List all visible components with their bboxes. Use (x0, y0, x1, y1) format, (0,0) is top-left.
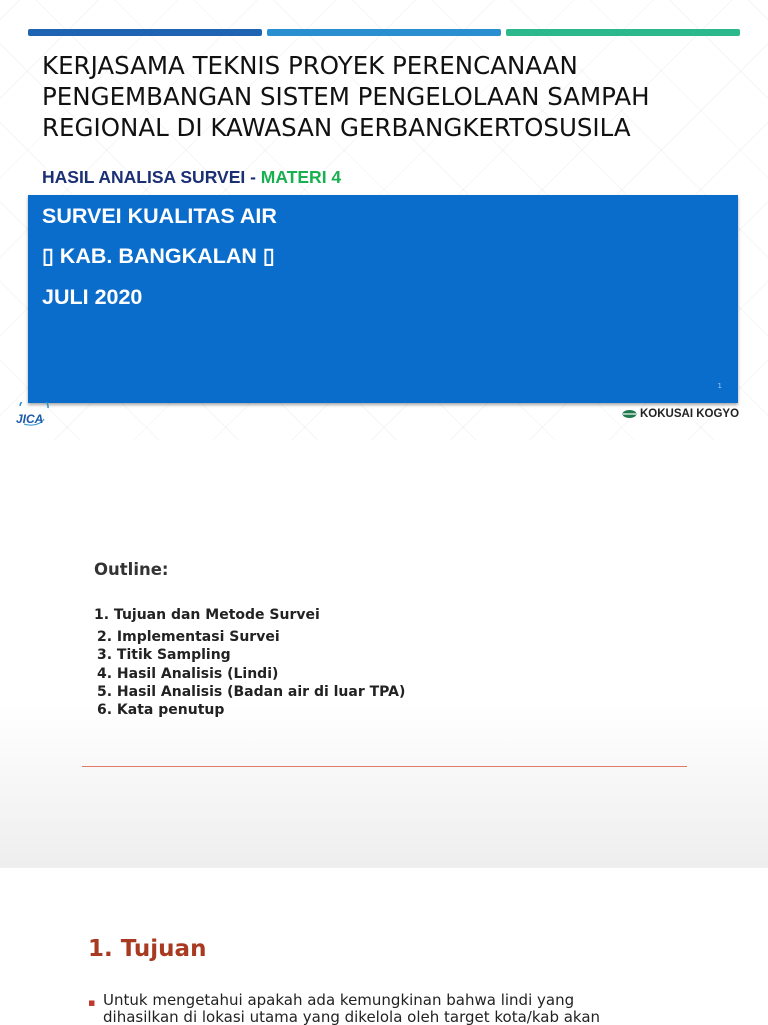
outline-item-1: 1. Tujuan dan Metode Survei (94, 607, 320, 623)
outline-item-4: 4. Hasil Analisis (Lindi) (97, 665, 279, 682)
slide-title (0, 0, 768, 440)
top-accent-bar-3 (506, 29, 740, 36)
divider-line (82, 766, 687, 767)
kokusai-leaf-icon (622, 409, 637, 419)
project-title-line-3: REGIONAL DI KAWASAN GERBANGKERTOSUSILA (42, 113, 631, 142)
title-box-line-2: ▯ KAB. BANGKALAN ▯ (42, 244, 275, 268)
section-subtitle (42, 167, 341, 188)
tujuan-bullet-text (103, 992, 663, 1025)
tujuan-bullet-line-1: Untuk mengetahui apakah ada kemungkinan bahwa lindi yang (103, 991, 575, 1009)
kokusai-kogyo-logo (622, 408, 739, 420)
subtitle-prefix: HASIL ANALISA SURVEI - (42, 167, 261, 187)
tujuan-bullet-line-2: dihasilkan di lokasi utama yang dikelola oleh target kota/kab akan (103, 1008, 601, 1025)
bullet-icon: ▪ (88, 996, 96, 1009)
kokusai-kogyo-text: KOKUSAI KOGYO (640, 408, 740, 420)
tujuan-heading: 1. Tujuan (88, 936, 207, 962)
jica-logo-text: JICA (16, 412, 44, 426)
slide-outline (0, 440, 768, 867)
outline-item-5: 5. Hasil Analisis (Badan air di luar TPA) (97, 683, 406, 700)
outline-item-3: 3. Titik Sampling (97, 647, 231, 664)
outline-item-6: 6. Kata penutup (97, 701, 225, 718)
top-accent-bar-2 (267, 29, 501, 36)
project-title-line-2: PENGEMBANGAN SISTEM PENGELOLAAN SAMPAH (42, 82, 650, 111)
outline-heading: Outline: (94, 560, 169, 579)
jica-logo (14, 402, 54, 428)
top-accent-bar-1 (28, 29, 262, 36)
title-box-line-1: SURVEI KUALITAS AIR (42, 204, 277, 228)
outline-list (94, 606, 406, 719)
project-title (42, 50, 742, 143)
page-number: 1 (717, 382, 722, 390)
outline-item-2: 2. Implementasi Survei (97, 629, 280, 646)
subtitle-highlight: MATERI 4 (260, 167, 342, 187)
project-title-line-1: KERJASAMA TEKNIS PROYEK PERENCANAAN (42, 51, 578, 80)
slide-tujuan (0, 867, 768, 1025)
title-box-line-3: JULI 2020 (42, 285, 143, 309)
title-box (28, 195, 738, 403)
